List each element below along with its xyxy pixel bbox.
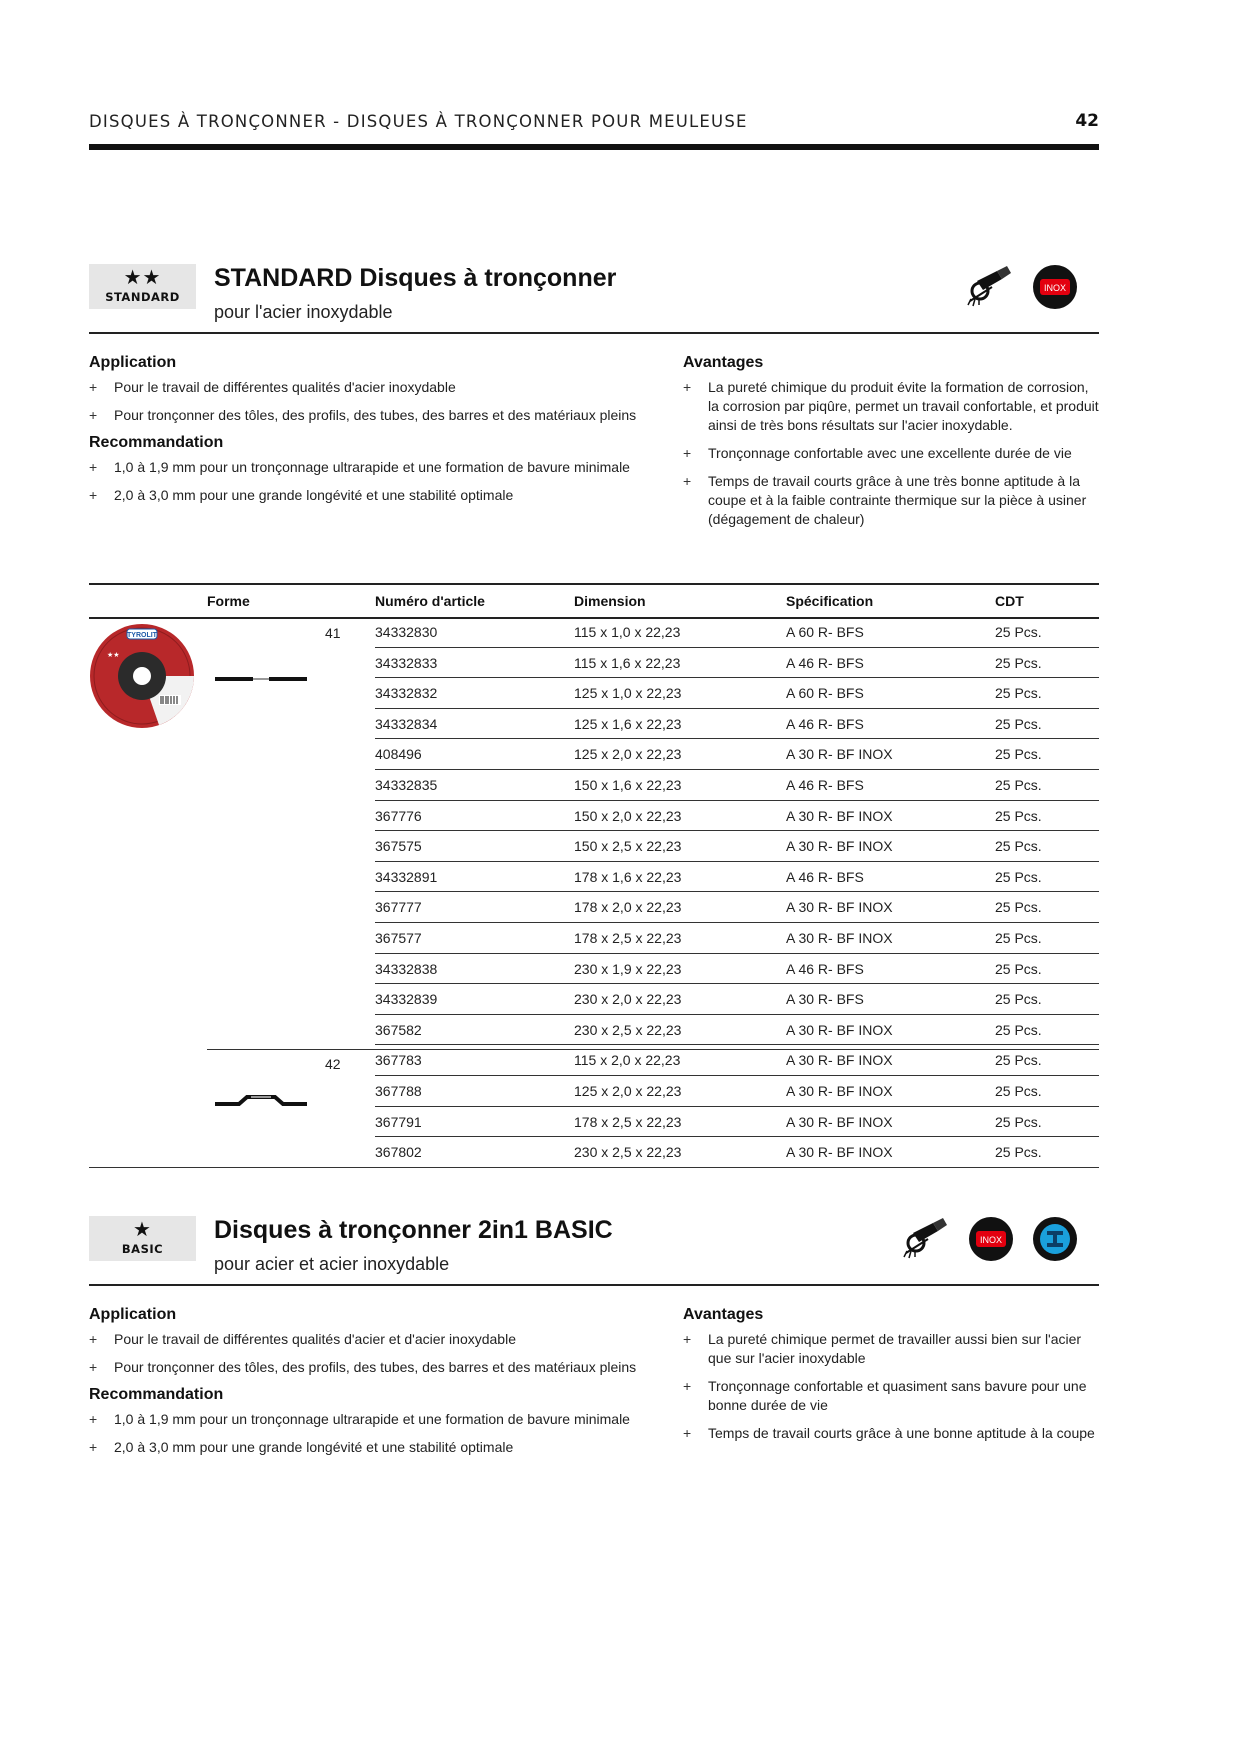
svg-text:★★: ★★ bbox=[107, 652, 120, 659]
table-row bbox=[375, 862, 1099, 893]
product-subtitle: pour l'acier inoxydable bbox=[214, 302, 393, 322]
advantages-list bbox=[683, 1330, 1099, 1443]
table-row bbox=[375, 831, 1099, 862]
cell-cdt: 25 Pcs. bbox=[995, 654, 1042, 671]
product-divider bbox=[89, 332, 1099, 334]
cell-article: 34332838 bbox=[375, 960, 438, 977]
cell-article: 367788 bbox=[375, 1083, 422, 1099]
col-dimension: Dimension bbox=[574, 593, 646, 609]
application-heading: Application bbox=[89, 1306, 177, 1323]
cell-specification: A 30 R- BF INOX bbox=[786, 1052, 893, 1069]
cell-cdt: 25 Pcs. bbox=[995, 1113, 1042, 1130]
table-row bbox=[375, 1137, 1099, 1168]
cell-dimension: 178 x 1,6 x 22,23 bbox=[574, 868, 682, 885]
cell-article: 408496 bbox=[375, 746, 422, 763]
angle-grinder-icon bbox=[967, 263, 1013, 312]
svg-text:INOX: INOX bbox=[979, 1235, 1003, 1245]
list-item: + Pour le travail de différentes qualités d'acier inoxydable bbox=[89, 379, 456, 395]
badge-label: BASIC bbox=[121, 1242, 164, 1256]
product-divider bbox=[89, 1284, 1099, 1286]
col-forme: Forme bbox=[207, 593, 250, 609]
angle-grinder-icon bbox=[903, 1215, 949, 1264]
table-header bbox=[89, 583, 1099, 619]
article-table bbox=[89, 583, 1099, 1161]
cell-cdt: 25 Pcs. bbox=[995, 1021, 1042, 1038]
quality-badge-standard bbox=[89, 264, 196, 309]
product-title: Disques à tronçonner 2in1 BASIC bbox=[214, 1216, 613, 1244]
steel-icon bbox=[1033, 1217, 1077, 1261]
cell-article: 367777 bbox=[375, 899, 422, 916]
cell-cdt: 25 Pcs. bbox=[995, 685, 1042, 702]
cell-cdt: 25 Pcs. bbox=[995, 1052, 1042, 1069]
cell-dimension: 125 x 2,0 x 22,23 bbox=[574, 1083, 682, 1099]
cell-specification: A 30 R- BF INOX bbox=[786, 838, 893, 855]
cell-specification: A 30 R- BF INOX bbox=[786, 1113, 893, 1130]
table-row bbox=[375, 1045, 1099, 1076]
cell-article: 367582 bbox=[375, 1021, 422, 1038]
list-item: + 1,0 à 1,9 mm pour un tronçonnage ultrarapide et une formation de bavure minimale bbox=[89, 459, 630, 475]
cell-specification: A 30 R- BFS bbox=[786, 991, 864, 1008]
right-column bbox=[683, 1306, 1099, 1452]
cell-dimension: 230 x 1,9 x 22,23 bbox=[574, 960, 682, 977]
cell-specification: A 30 R- BF INOX bbox=[786, 1144, 893, 1161]
cell-article: 34332835 bbox=[375, 777, 438, 793]
cell-dimension: 115 x 1,6 x 22,23 bbox=[574, 654, 681, 671]
table-row bbox=[375, 954, 1099, 985]
cell-specification: A 46 R- BFS bbox=[786, 654, 864, 671]
cell-cdt: 25 Pcs. bbox=[995, 624, 1042, 640]
recommendation-heading: Recommandation bbox=[89, 434, 224, 451]
table-row bbox=[375, 892, 1099, 923]
badge-label: STANDARD bbox=[105, 290, 180, 304]
cell-specification: A 60 R- BFS bbox=[786, 685, 864, 702]
cell-article: 367575 bbox=[375, 838, 422, 855]
recommendation-list bbox=[89, 458, 674, 505]
cell-article: 367791 bbox=[375, 1113, 422, 1130]
cell-cdt: 25 Pcs. bbox=[995, 960, 1042, 977]
cell-article: 367783 bbox=[375, 1052, 422, 1069]
recommendation-heading: Recommandation bbox=[89, 1386, 224, 1403]
cell-cdt: 25 Pcs. bbox=[995, 1144, 1042, 1161]
cell-specification: A 30 R- BF INOX bbox=[786, 899, 893, 916]
recommendation-list bbox=[89, 1410, 674, 1457]
table-row bbox=[375, 648, 1099, 679]
form-number: 41 bbox=[325, 625, 341, 641]
cell-dimension: 178 x 2,5 x 22,23 bbox=[574, 930, 682, 946]
cell-cdt: 25 Pcs. bbox=[995, 746, 1042, 763]
table-row bbox=[375, 984, 1099, 1015]
col-cdt: CDT bbox=[995, 593, 1024, 609]
svg-text:TYROLIT: TYROLIT bbox=[127, 632, 157, 639]
cell-specification: A 30 R- BF INOX bbox=[786, 1021, 893, 1038]
list-item: + Pour tronçonner des tôles, des profils, des tubes, des barres et des matériaux pleins bbox=[89, 1359, 637, 1375]
cell-article: 34332832 bbox=[375, 685, 438, 702]
cell-specification: A 60 R- BFS bbox=[786, 624, 864, 640]
header-title: DISQUES À TRONÇONNER - DISQUES À TRONÇONNER POUR MEULEUSE bbox=[89, 112, 748, 131]
table-row bbox=[375, 1107, 1099, 1138]
cell-dimension: 178 x 2,0 x 22,23 bbox=[574, 899, 682, 916]
cell-cdt: 25 Pcs. bbox=[995, 868, 1042, 885]
cell-cdt: 25 Pcs. bbox=[995, 838, 1042, 855]
list-item: + 2,0 à 3,0 mm pour une grande longévité et une stabilité optimale bbox=[89, 1439, 514, 1455]
cell-specification: A 30 R- BF INOX bbox=[786, 930, 893, 946]
cell-specification: A 30 R- BF INOX bbox=[786, 1083, 893, 1099]
list-item: + Pour tronçonner des tôles, des profils, des tubes, des barres et des matériaux pleins bbox=[89, 407, 637, 423]
application-list bbox=[89, 1330, 674, 1377]
table-row bbox=[375, 923, 1099, 954]
cell-cdt: 25 Pcs. bbox=[995, 807, 1042, 824]
page-header bbox=[89, 112, 1099, 152]
cell-article: 34332833 bbox=[375, 654, 438, 671]
cell-article: 34332891 bbox=[375, 868, 438, 885]
cell-specification: A 30 R- BF INOX bbox=[786, 746, 893, 763]
form-41-profile-icon bbox=[215, 670, 307, 688]
list-item: + Temps de travail courts grâce à une bonne aptitude à la coupe bbox=[683, 1425, 1095, 1441]
cell-dimension: 125 x 2,0 x 22,23 bbox=[574, 746, 682, 763]
list-item: + 1,0 à 1,9 mm pour un tronçonnage ultrarapide et une formation de bavure minimale bbox=[89, 1411, 630, 1427]
product-photo bbox=[89, 623, 195, 734]
inox-icon bbox=[969, 1217, 1013, 1261]
cell-article: 34332830 bbox=[375, 624, 438, 640]
cell-dimension: 230 x 2,0 x 22,23 bbox=[574, 991, 682, 1008]
col-article: Numéro d'article bbox=[375, 593, 485, 609]
cell-dimension: 230 x 2,5 x 22,23 bbox=[574, 1021, 682, 1038]
right-column bbox=[683, 354, 1099, 538]
cell-dimension: 125 x 1,6 x 22,23 bbox=[574, 715, 682, 732]
col-specification: Spécification bbox=[786, 593, 874, 609]
table-row bbox=[375, 1015, 1099, 1046]
list-item: + Tronçonnage confortable avec une excellente durée de vie bbox=[683, 445, 1072, 461]
cell-dimension: 150 x 2,5 x 22,23 bbox=[574, 838, 682, 855]
quality-badge-basic bbox=[89, 1216, 196, 1261]
cell-dimension: 150 x 2,0 x 22,23 bbox=[574, 807, 682, 824]
cell-dimension: 115 x 1,0 x 22,23 bbox=[574, 624, 681, 640]
table-row bbox=[375, 770, 1099, 801]
header-divider bbox=[89, 144, 1099, 150]
left-column bbox=[89, 354, 674, 514]
advantages-list bbox=[683, 378, 1099, 529]
svg-text:INOX: INOX bbox=[1043, 283, 1067, 293]
cell-specification: A 46 R- BFS bbox=[786, 960, 864, 977]
page-number: 42 bbox=[1075, 111, 1099, 131]
cell-dimension: 115 x 2,0 x 22,23 bbox=[574, 1052, 681, 1069]
badge-stars: ★★ bbox=[123, 267, 162, 289]
cell-cdt: 25 Pcs. bbox=[995, 930, 1042, 946]
badge-stars: ★ bbox=[133, 1219, 152, 1241]
cell-cdt: 25 Pcs. bbox=[995, 1083, 1042, 1099]
cell-article: 34332839 bbox=[375, 991, 438, 1008]
left-column bbox=[89, 1306, 674, 1466]
table-bottom-rule bbox=[89, 1167, 1099, 1168]
cell-specification: A 46 R- BFS bbox=[786, 777, 864, 793]
cell-article: 367776 bbox=[375, 807, 422, 824]
application-heading: Application bbox=[89, 354, 177, 371]
cell-specification: A 46 R- BFS bbox=[786, 868, 864, 885]
cell-dimension: 125 x 1,0 x 22,23 bbox=[574, 685, 682, 702]
product-subtitle: pour acier et acier inoxydable bbox=[214, 1254, 450, 1274]
cell-specification: A 46 R- BFS bbox=[786, 715, 864, 732]
form-42-profile-icon bbox=[215, 1094, 307, 1113]
cell-dimension: 230 x 2,5 x 22,23 bbox=[574, 1144, 682, 1161]
cell-article: 367802 bbox=[375, 1144, 422, 1161]
application-icons bbox=[967, 264, 1077, 310]
table-row bbox=[375, 617, 1099, 648]
list-item: + Temps de travail courts grâce à une très bonne aptitude à la coupe et à la faible contrainte thermique sur la pièce à usiner (dégagement de chaleur) bbox=[683, 473, 1087, 527]
cell-cdt: 25 Pcs. bbox=[995, 715, 1042, 732]
form-number: 42 bbox=[325, 1056, 341, 1072]
table-row bbox=[375, 678, 1099, 709]
cell-specification: A 30 R- BF INOX bbox=[786, 807, 893, 824]
advantages-heading: Avantages bbox=[683, 354, 764, 371]
table-row bbox=[375, 739, 1099, 770]
inox-icon bbox=[1033, 265, 1077, 309]
list-item: + La pureté chimique permet de travailler aussi bien sur l'acier que sur l'acier inoxydable bbox=[683, 1331, 1082, 1366]
list-item: + 2,0 à 3,0 mm pour une grande longévité et une stabilité optimale bbox=[89, 487, 514, 503]
application-list bbox=[89, 378, 674, 425]
cell-cdt: 25 Pcs. bbox=[995, 777, 1042, 793]
table-row bbox=[375, 1076, 1099, 1107]
list-item: + Tronçonnage confortable et quasiment sans bavure pour une bonne durée de vie bbox=[683, 1378, 1087, 1413]
cell-article: 367577 bbox=[375, 930, 422, 946]
cell-dimension: 178 x 2,5 x 22,23 bbox=[574, 1113, 682, 1130]
cell-article: 34332834 bbox=[375, 715, 438, 732]
table-row bbox=[375, 801, 1099, 832]
product-title: STANDARD Disques à tronçonner bbox=[214, 264, 617, 292]
list-item: + Pour le travail de différentes qualités d'acier et d'acier inoxydable bbox=[89, 1331, 516, 1347]
advantages-heading: Avantages bbox=[683, 1306, 764, 1323]
table-row bbox=[375, 709, 1099, 740]
application-icons bbox=[903, 1216, 1077, 1262]
cell-cdt: 25 Pcs. bbox=[995, 991, 1042, 1008]
cell-cdt: 25 Pcs. bbox=[995, 899, 1042, 916]
list-item: + La pureté chimique du produit évite la formation de corrosion, la corrosion par piqûre, permet un travail confortable, et produit ainsi de très bons résultats sur l'acier inoxydable. bbox=[683, 379, 1099, 433]
cell-dimension: 150 x 1,6 x 22,23 bbox=[574, 777, 682, 793]
